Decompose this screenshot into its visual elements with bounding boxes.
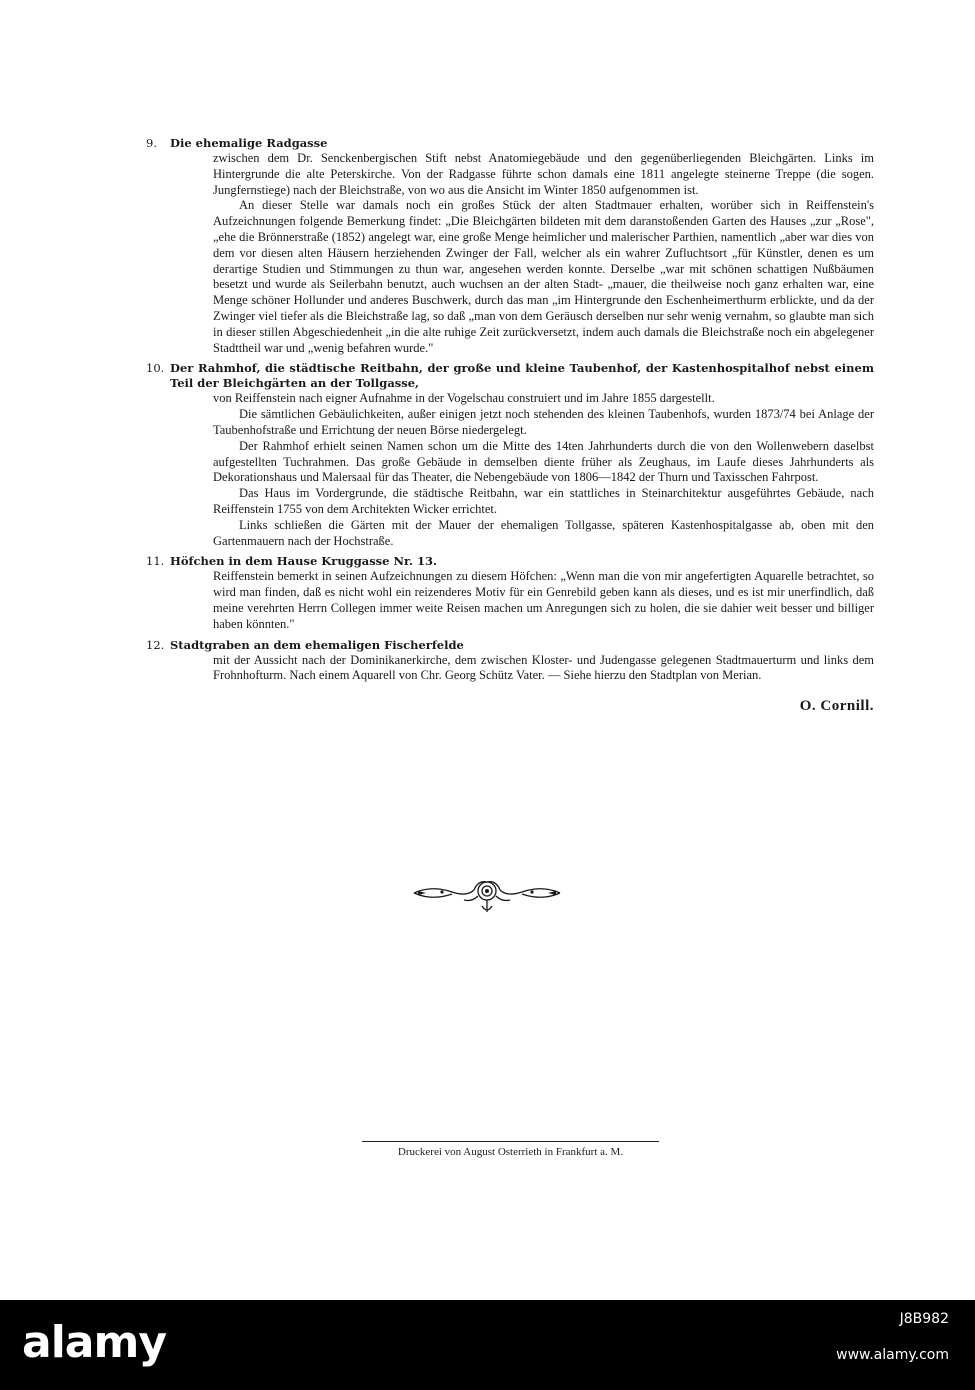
entry-title: Höfchen in dem Hause Kruggasse Nr. 13. xyxy=(170,554,438,569)
entry-heading xyxy=(146,554,874,569)
entry-12 xyxy=(146,638,874,685)
entry-title: Stadtgraben an dem ehemaligen Fischerfelde xyxy=(170,637,464,652)
printer-divider xyxy=(362,1141,659,1142)
printer-imprint: Druckerei von August Osterrieth in Frankfurt a. M. xyxy=(397,1146,624,1158)
document-content xyxy=(146,136,874,715)
entry-11 xyxy=(146,554,874,632)
entry-paragraph: Reiffenstein bemerkt in seinen Aufzeichnungen zu diesem Höfchen: „Wenn man die von mir angefertigten Aquarelle betrachtet, so wird man finden, daß es nicht wohl ein reizenderes Motiv für ein Genrebild geben kann als dieses, und es ist mir unerfindlich, daß meine verehrten Herrn Collegen immer weite Reisen machen um Anregungen sich zu holen, die sie dahier weit besser und billiger haben könnten." xyxy=(213,569,874,631)
entry-heading xyxy=(146,638,874,653)
entry-body xyxy=(213,391,874,549)
entry-heading xyxy=(146,136,874,151)
entry-10 xyxy=(146,361,874,549)
entry-paragraph: Links schließen die Gärten mit der Mauer der ehemaligen Tollgasse, späteren Kastenhospitalgasse ab, oben mit den Gartenmauern nach der Hochstraße. xyxy=(213,517,874,548)
entry-paragraph: zwischen dem Dr. Senckenbergischen Stift nebst Anatomiegebäude und den gegenüberliegenden Bleichgärten. Links im Hintergrunde die alte Peterskirche. Von der Radgasse führte schon damals eine 1811 angelegte steinerne Treppe (die sogen. Jungfernstiege) nach der Bleichstraße, von wo aus die Ansicht im Winter 1850 aufgenommen ist. xyxy=(213,151,874,197)
entry-body xyxy=(213,151,874,356)
author-signature: O. Cornill. xyxy=(799,698,874,715)
watermark-logo: alamy xyxy=(22,1317,166,1368)
entry-number: 11. xyxy=(146,554,165,569)
entry-paragraph: von Reiffenstein nach eigner Aufnahme in der Vogelschau construiert und im Jahre 1855 dargestellt. xyxy=(213,391,715,406)
entry-paragraph: An dieser Stelle war damals noch ein großes Stück der alten Stadtmauer erhalten, worüber sich in Reiffenstein's Aufzeichnungen folgende Bemerkung findet: „Die Bleichgärten bildeten mit dem daranstoßenden Garten des Hauses „zur „Rose", „ehe die Brönnerstraße (1852) angelegt war, eine große Menge heimlicher und malerischer Parthien, namentlich „aber war dies von dem vor diesen alten Häusern herziehenden Zwinger der Fall, welcher als ein wahrer Zufluchtsort „für Künstler, denen es um derartige Studien und Stimmungen zu thun war, angesehen werden konnte. Derselbe „war mit schönen schattigen Nußbäumen besetzt und wurde als Seilerbahn benutzt, auch wuchsen an der alten Stadt- „mauer, die theilweise noch ganz erhalten war, eine Menge schöner Hollunder und anderes Buschwerk, durch das man „im Hintergrunde den Eschenheimerthurm erblickte, und da der Zwinger viel tiefer als die Bleichstraße lag, so daß „man von dem Geräusch derselben nur sehr wenig vernahm, so glaubte man sich in dieser stillen Abgeschiedenheit „in die alte ruhige Zeit zurückversetzt, indem auch damals die Bleichstraße noch ein abgelegener Stadttheil war und „wenig befahren wurde." xyxy=(213,198,874,355)
entry-heading xyxy=(146,361,874,391)
entry-number: 12. xyxy=(146,637,165,652)
watermark-url: www.alamy.com xyxy=(836,1347,949,1363)
entry-paragraph: Die sämtlichen Gebäulichkeiten, außer einigen jetzt noch stehenden des kleinen Taubenhofs, wurden 1873/74 bei Anlage der Taubenhofstraße und Errichtung der neuen Börse niedergelegt. xyxy=(213,407,874,437)
watermark-image-id: J8B982 xyxy=(899,1311,949,1327)
ornament-icon xyxy=(412,870,562,916)
entry-paragraph: Das Haus im Vordergrunde, die städtische Reitbahn, war ein stattliches in Steinarchitektur ausgeführtes Gebäude, nach Reiffenstein 1755 von dem Architekten Wicker errichtet. xyxy=(213,486,874,516)
entry-title: Der Rahmhof, die städtische Reitbahn, der große und kleine Taubenhof, der Kastenhospitalhof nebst einem Teil der Bleichgärten an der Tollgasse, xyxy=(170,361,874,391)
entry-title: Die ehemalige Radgasse xyxy=(170,136,328,150)
entry-body xyxy=(213,653,874,685)
entry-paragraph: mit der Aussicht nach der Dominikanerkirche, dem zwischen Kloster- und Judengasse gelegenen Stadtmauerturm und links dem Frohnhofturm. Nach einem Aquarell von Chr. Georg Schütz Vater. — Siehe hierzu den Stadtplan von Merian. xyxy=(213,652,874,683)
entry-9 xyxy=(146,136,874,356)
entry-number: 9. xyxy=(146,136,157,150)
entry-body xyxy=(213,569,874,632)
entry-paragraph: Der Rahmhof erhielt seinen Namen schon um die Mitte des 14ten Jahrhunderts durch die von den Wollenwebern daselbst aufgestellten Tuchrahmen. Das große Gebäude in demselben diente früher als Zeughaus, im Laufe dieses Jahrhunderts als Dekorationshaus und Malersaal für das Theater, die Nebengebäude von 1806—1842 der Thurn und Taxisschen Fahrpost. xyxy=(213,438,874,485)
entry-number: 10. xyxy=(146,361,165,376)
